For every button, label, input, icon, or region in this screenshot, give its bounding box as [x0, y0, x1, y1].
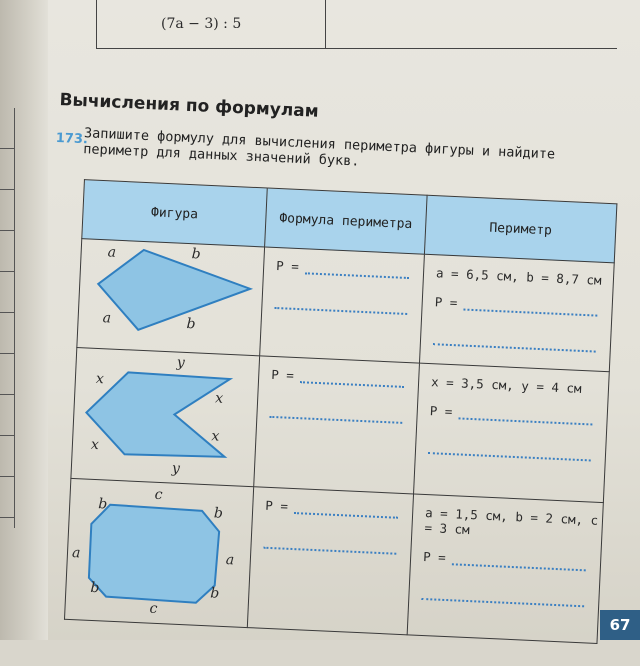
perimeter-prefix: P = [434, 294, 458, 311]
table-row [71, 348, 609, 503]
label-b-top: b [191, 246, 202, 263]
formula-prefix: P = [270, 366, 295, 383]
label-a-right: a [225, 552, 235, 569]
notched-figure [71, 348, 259, 486]
label-c-top: c [154, 486, 163, 504]
label-b-bottom: b [186, 315, 196, 333]
label-a-left: a [71, 545, 81, 562]
label-b-bottom-left: b [90, 579, 100, 597]
formula-prefix: P = [265, 497, 289, 514]
label-a-bottom: a [102, 310, 112, 327]
label-b-top-left: b [97, 496, 108, 513]
label-b-top-right: b [213, 505, 224, 522]
section-title: Вычисления по формулам [59, 90, 320, 122]
label-x-left-bottom: x [90, 436, 100, 454]
label-x-notch-top: x [214, 390, 224, 407]
label-a-top: a [107, 244, 117, 261]
header-formula: Формула периметра [265, 188, 428, 254]
given-values: a = 1,5 см, b = 2 см, c = 3 см [424, 505, 599, 538]
label-x-notch-bottom: x [211, 428, 220, 445]
expression-cell: (7a − 3) : 5 [161, 16, 242, 32]
perimeter-prefix: P = [429, 403, 453, 420]
task-text: Запишите формулу для вычисления периметра фигуры и найдите периметр для данных значений букв. [82, 125, 556, 170]
label-y-bottom: y [171, 460, 181, 477]
task-number: 173. [55, 130, 89, 148]
octagon-figure [65, 479, 253, 627]
perimeter-table [64, 179, 617, 644]
header-figure: Фигура [82, 180, 267, 247]
label-c-bottom: c [149, 600, 158, 617]
label-x-left-top: x [95, 370, 105, 388]
given-values: x = 3,5 см, y = 4 см [430, 374, 582, 396]
table-row [64, 478, 603, 643]
page-number: 67 [600, 610, 640, 640]
perimeter-prefix: P = [422, 548, 447, 565]
label-y-top: y [176, 354, 186, 371]
formula-prefix: P = [275, 257, 300, 275]
label-b-bottom-right: b [209, 585, 220, 602]
kite-figure [77, 239, 264, 355]
given-values: a = 6,5 см, b = 8,7 см [435, 265, 602, 288]
header-perimeter: Периметр [424, 195, 616, 263]
